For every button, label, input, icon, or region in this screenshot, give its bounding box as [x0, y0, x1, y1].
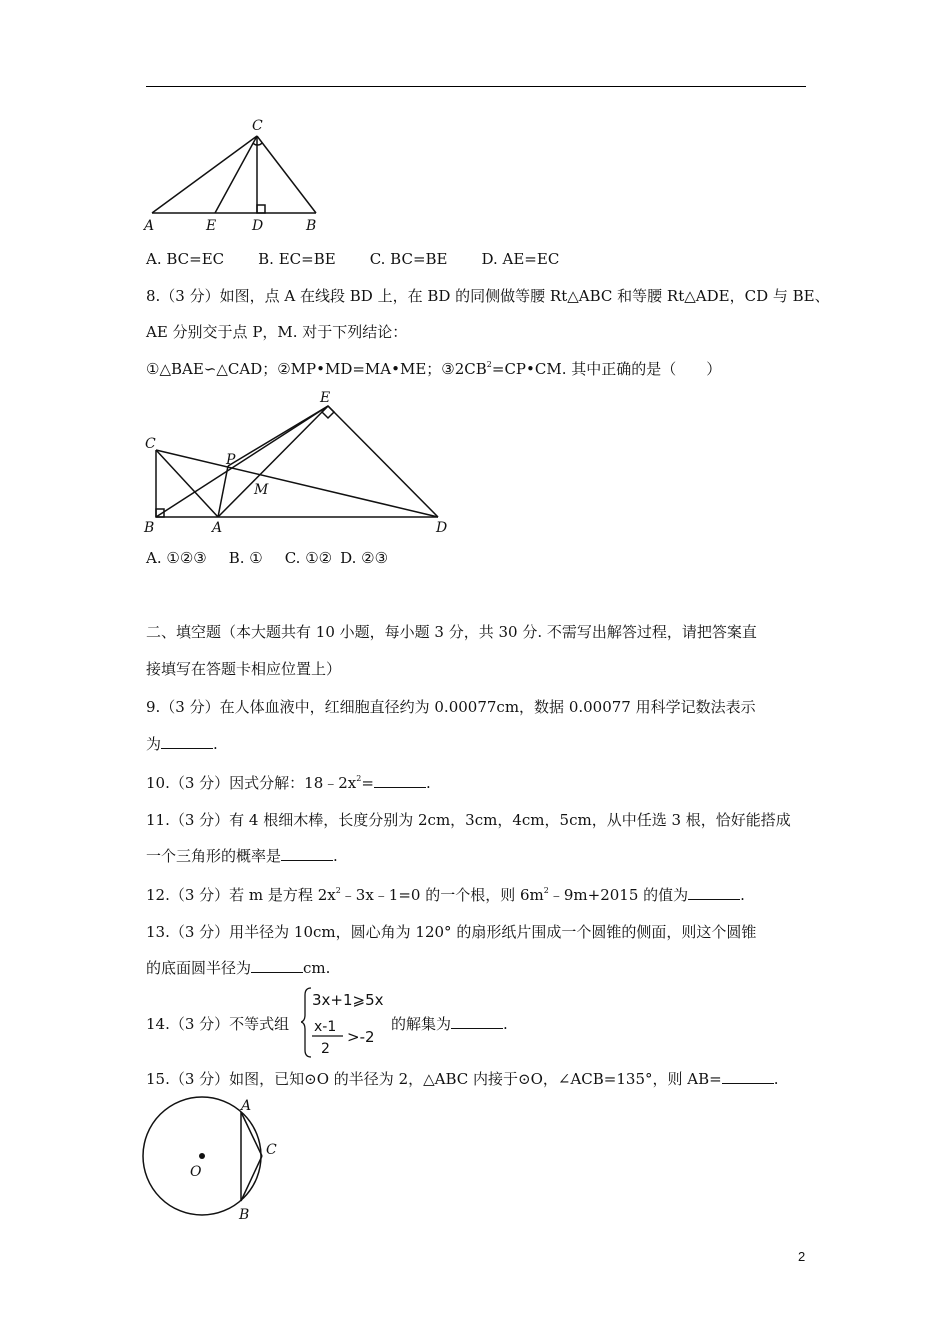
center-point [199, 1153, 205, 1159]
figure-circle-abc [140, 1094, 290, 1224]
q14-inequality-system [301, 985, 391, 1060]
q11-answer-blank [281, 846, 333, 861]
fig1-label-e: E [206, 218, 217, 234]
fig2-label-c: C [145, 436, 156, 452]
fig2-label-p: P [226, 452, 236, 468]
fig2-label-b: B [144, 520, 155, 536]
fig3-label-o: O [190, 1164, 202, 1180]
q8-option-d: D. ②③ [340, 549, 389, 567]
q7-option-b: B. EC=BE [258, 250, 336, 268]
fig3-label-c: C [266, 1142, 277, 1158]
q14-numerator: x-1 [314, 1019, 337, 1035]
q14-answer-blank [451, 1014, 503, 1029]
q12-answer-blank [688, 885, 740, 900]
section2-line1: 二、填空题（本大题共有 10 小题，每小题 3 分，共 30 分. 不需写出解答过程，请把答案直 [146, 623, 757, 641]
q14-suffix: 的解集为 . [391, 1015, 508, 1033]
fig2-label-a: A [212, 520, 223, 536]
q11-line2: 一个三角形的概率是 . [146, 847, 338, 865]
fig1-label-c: C [252, 118, 263, 134]
q14-rhs: >-2 [347, 1028, 375, 1046]
fig1-label-d: D [252, 218, 264, 234]
q13-line2: 的底面圆半径为 cm. [146, 959, 331, 977]
q8-line3: ①△BAE∽△CAD；②MP•MD=MA•ME；$③2CB^2=CP•CM$. 其中正确的是（ ） [146, 360, 722, 378]
q7-options [146, 249, 593, 269]
q8-options [146, 548, 422, 568]
header-rule [146, 86, 806, 87]
q11-line1: 11.（3 分）有 4 根细木棒，长度分别为 2cm，3cm，4cm，5cm，从中任选 3 根，恰好能搭成 [146, 811, 791, 829]
q8-option-a: A. ①②③ [146, 549, 207, 567]
q14-denominator: 2 [321, 1041, 330, 1057]
section2-line2: 接填写在答题卡相应位置上） [146, 660, 342, 678]
q9-line2: 为 . [146, 735, 218, 753]
fig3-label-a: A [241, 1098, 252, 1114]
q7-option-a: A. BC=EC [146, 250, 225, 268]
q12: 12.（3 分）若 m 是方程 $2x^2﹣3x﹣1=0$ 的一个根，则 $6m^2﹣9m+2015$ 的值为 . [146, 886, 745, 904]
q7-option-c: C. BC=BE [369, 250, 448, 268]
q8-option-c: C. ①② [284, 549, 333, 567]
q15: 15.（3 分）如图，已知⊙O 的半径为 2，△ABC 内接于⊙O，∠ACB=135°，则 AB= . [146, 1070, 779, 1088]
fig3-label-b: B [239, 1207, 250, 1223]
figure-two-right-triangles [140, 386, 460, 536]
q10: 10.（3 分）因式分解：$18﹣2x^2=$ . [146, 774, 431, 792]
fig1-label-a: A [144, 218, 155, 234]
fig2-label-e: E [320, 390, 331, 406]
q8-line2: AE 分别交于点 P，M. 对于下列结论： [146, 323, 408, 341]
q8-option-b: B. ① [228, 549, 263, 567]
fig2-label-m: M [254, 482, 269, 498]
q14-prefix: 14.（3 分）不等式组 [146, 1015, 290, 1033]
q8-line1: 8.（3 分）如图，点 A 在线段 BD 上，在 BD 的同侧做等腰 Rt△ABC 和等腰 Rt△ADE，CD 与 BE、 [146, 287, 830, 305]
q10-answer-blank [374, 773, 426, 788]
figure-triangle-abc [140, 112, 340, 237]
page-number: 2 [798, 1249, 806, 1264]
q15-answer-blank [722, 1069, 774, 1084]
q7-option-d: D. AE=EC [481, 250, 560, 268]
q14-ineq1: 3x+1⩾5x [312, 991, 384, 1009]
q9-answer-blank [161, 734, 213, 749]
fig2-label-d: D [436, 520, 448, 536]
q9-line1: 9.（3 分）在人体血液中，红细胞直径约为 0.00077cm，数据 0.00077 用科学记数法表示 [146, 698, 756, 716]
q13-answer-blank [251, 958, 303, 973]
q13-line1: 13.（3 分）用半径为 10cm，圆心角为 120° 的扇形纸片围成一个圆锥的侧面，则这个圆锥 [146, 923, 757, 941]
fig1-label-b: B [306, 218, 317, 234]
